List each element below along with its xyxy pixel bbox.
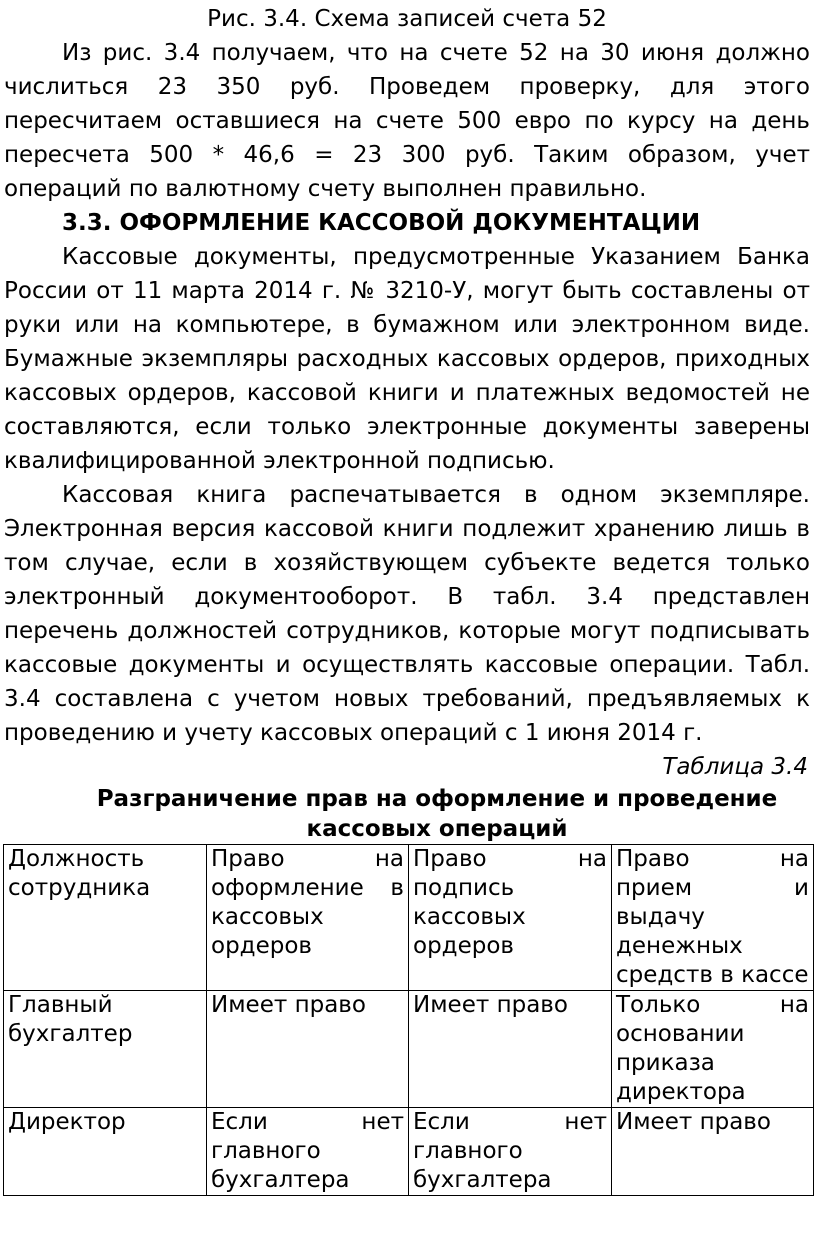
- header-cell-prepare-right: Право на оформление в кассовых ордеров: [207, 845, 409, 991]
- table-cell: Только на основании приказа директора: [612, 991, 814, 1108]
- table-cell: Если нет главного бухгалтера: [207, 1108, 409, 1196]
- section-heading: 3.3. ОФОРМЛЕНИЕ КАССОВОЙ ДОКУМЕНТАЦИИ: [62, 210, 701, 236]
- table-label: Таблица 3.4: [662, 754, 808, 780]
- header-cell-cash-right: Право на прием и выдачу денежных средств в кассе: [612, 845, 814, 991]
- header-cell-sign-right: Право на подпись кассовых ордеров: [409, 845, 612, 991]
- table-cell: Если нет главного бухгалтера: [409, 1108, 612, 1196]
- table-cell: Имеет право: [409, 991, 612, 1108]
- header-cell-position: Должность сотрудника: [4, 845, 207, 991]
- table-cell: Директор: [4, 1108, 207, 1196]
- table-cell: Имеет право: [612, 1108, 814, 1196]
- paragraph-cash-book: Кассовая книга распечатывается в одном экземпляре. Электронная версия кассовой книги подлежит хранению лишь в том случае, если в хозяйствующем субъекте ведется только электронный документооборот. В табл. 3.4 представлен перечень должностей сотрудников, которые могут подписывать кассовые документы и осуществлять кассовые операции. Табл. 3.4 составлена с учетом новых требований, предъявляемых к проведению и учету кассовых операций с 1 июня 2014 г.: [4, 482, 810, 746]
- paragraph-cash-documents: Кассовые документы, предусмотренные Указанием Банка России от 11 марта 2014 г. № 3210-У, могут быть составлены от руки или на компьютере, в бумажном или электронном виде. Бумажные экземпляры расходных кассовых ордеров, приходных кассовых ордеров, кассовой книги и платежных ведомостей не составляются, если только электронные документы заверены квалифицированной электронной подписью.: [4, 244, 810, 474]
- table-title: Разграничение прав на оформление и проведение кассовых операций: [96, 786, 778, 842]
- figure-caption: Рис. 3.4. Схема записей счета 52: [207, 6, 607, 32]
- paragraph-intro: Из рис. 3.4 получаем, что на счете 52 на 30 июня должно числиться 23 350 руб. Проведем проверку, для этого пересчитаем оставшиеся на счете 500 евро по курсу на день пересчета 500 * 46,6 = 23 300 руб. Таким образом, учет операций по валютному счету выполнен правильно.: [4, 40, 810, 202]
- table-row: [4, 991, 814, 1108]
- table-header-row: [4, 845, 814, 991]
- table-cell: Имеет право: [207, 991, 409, 1108]
- rights-table: [3, 844, 814, 1196]
- table-cell: Главный бухгалтер: [4, 991, 207, 1108]
- table-row: [4, 1108, 814, 1196]
